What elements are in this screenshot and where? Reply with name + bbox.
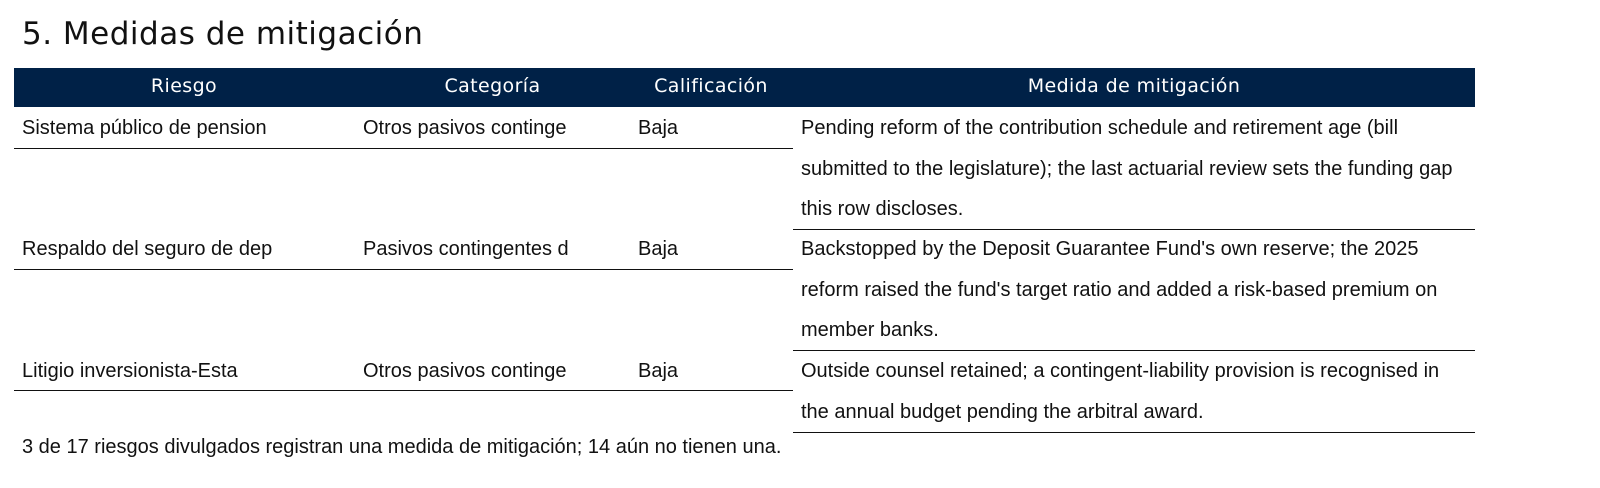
risk-cell: Sistema público de pension	[22, 117, 267, 139]
mitigation-cell: Backstopped by the Deposit Guarantee Fund's own reserve; the 2025 reform raised the fund's target ratio and added a risk-based premium on member banks.	[801, 238, 1438, 341]
row-divider	[14, 148, 793, 149]
table-row	[14, 229, 1475, 351]
table-header	[14, 68, 1475, 107]
header-category: Categoría	[444, 75, 541, 97]
row-divider	[14, 269, 793, 270]
mitigation-cell: Outside counsel retained; a contingent-liability provision is recognised in the annual budget pending the arbitral award.	[801, 360, 1440, 423]
row-divider	[793, 432, 1475, 433]
section-title: 5. Medidas de mitigación	[22, 16, 424, 52]
row-divider	[14, 390, 793, 391]
risk-cell: Litigio inversionista-Esta	[22, 360, 238, 382]
rating-cell: Baja	[638, 117, 679, 139]
mitigation-cell: Pending reform of the contribution schedule and retirement age (bill submitted to the legislature); the last actuarial review sets the funding gap this row discloses.	[801, 117, 1453, 220]
table-row	[14, 351, 1475, 433]
table-row	[14, 108, 1475, 229]
header-risk: Riesgo	[150, 75, 218, 97]
category-cell: Otros pasivos continge	[363, 117, 567, 139]
rating-cell: Baja	[638, 238, 679, 260]
category-cell: Otros pasivos continge	[363, 360, 567, 382]
footer-note: 3 de 17 riesgos divulgados registran una medida de mitigación; 14 aún no tienen una.	[22, 436, 782, 458]
header-rating: Calificación	[654, 75, 768, 97]
category-cell: Pasivos contingentes d	[363, 238, 569, 260]
rating-cell: Baja	[638, 360, 679, 382]
risk-cell: Respaldo del seguro de dep	[22, 238, 273, 260]
header-mitigation: Medida de mitigación	[1027, 75, 1241, 97]
